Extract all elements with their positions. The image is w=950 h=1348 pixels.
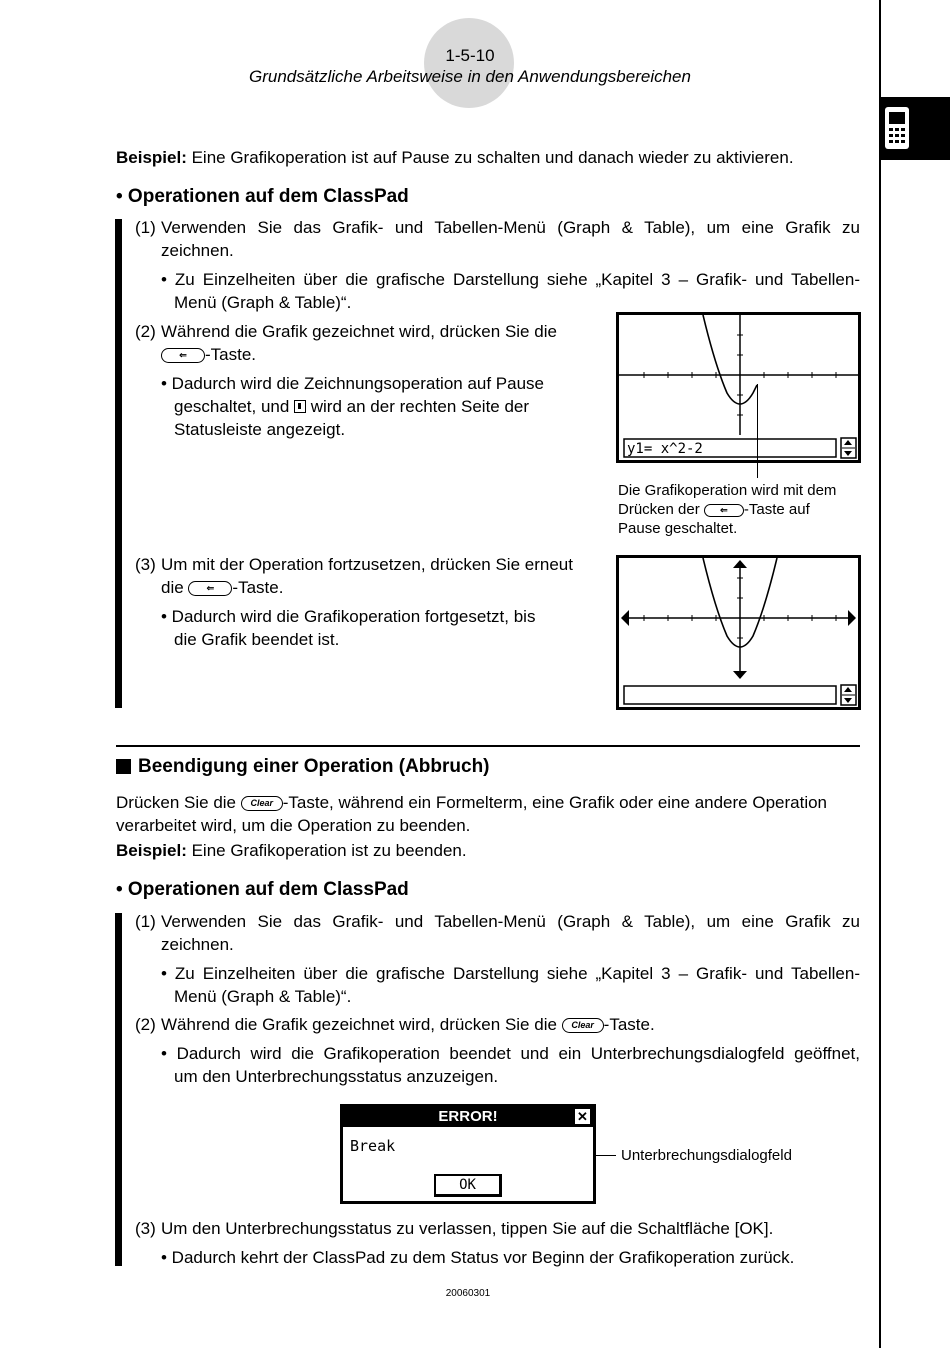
- bullet-text: wird an der rechten Seite der: [306, 397, 530, 416]
- bullet-text: • Dadurch kehrt der ClassPad zu dem Status vor Beginn der Grafikoperation zurück.: [161, 1248, 795, 1267]
- step-text: die: [161, 578, 189, 597]
- step-text: zeichnen.: [161, 241, 234, 260]
- bullet-text: • Dadurch wird die Grafikoperation fortgesetzt, bis: [161, 607, 536, 626]
- graph-plot: [619, 315, 858, 460]
- bullet-text: Menü (Graph & Table)“.: [174, 293, 352, 312]
- bullet-text: • Dadurch wird die Grafikoperation beendet und ein Unterbrechungsdialogfeld geöffnet,: [161, 1044, 860, 1063]
- step-text-line: [161, 576, 283, 599]
- section-heading: Beendigung einer Operation (Abbruch): [138, 756, 490, 777]
- bullet-text: um den Unterbrechungsstatus anzuzeigen.: [174, 1067, 499, 1086]
- clear-key-icon: Clear: [241, 796, 283, 811]
- step-text: Um den Unterbrechungsstatus zu verlassen, tippen Sie auf die Schaltfläche [OK].: [161, 1219, 774, 1238]
- graph-input-field: y1= x^2-2: [627, 441, 703, 457]
- step-text: Während die Grafik gezeichnet wird, drücken Sie die: [161, 322, 557, 341]
- graph-plot: [619, 558, 858, 707]
- calculator-icon: [881, 97, 950, 160]
- close-icon[interactable]: ✕: [575, 1109, 590, 1124]
- step-text: -Taste.: [205, 345, 257, 364]
- bullet-text-line: [174, 395, 529, 418]
- backspace-key-icon: ⇐: [704, 504, 744, 517]
- backspace-key-icon: ⇐: [161, 348, 205, 363]
- step-text-line: [161, 1013, 655, 1036]
- section-heading: • Operationen auf dem ClassPad: [116, 186, 409, 207]
- step-text: -Taste.: [232, 578, 284, 597]
- paragraph-text: verarbeitet wird, um die Operation zu beenden.: [116, 816, 471, 835]
- bullet-text: Statusleiste angezeigt.: [174, 420, 346, 439]
- example-label: Beispiel:: [116, 148, 187, 167]
- example-line: [116, 839, 467, 862]
- chapter-tab: [881, 97, 950, 160]
- step-text: Während die Grafik gezeichnet wird, drücken Sie die: [161, 1015, 562, 1034]
- caption-text: Drücken der: [618, 501, 704, 518]
- dialog-title: ERROR!: [343, 1107, 593, 1127]
- example-text: Eine Grafikoperation ist auf Pause zu schalten und danach wieder zu aktivieren.: [186, 148, 794, 167]
- bullet-text: • Zu Einzelheiten über die grafische Darstellung siehe „Kapitel 3 – Grafik- und Tabellen-: [161, 964, 860, 983]
- callout-line: [596, 1155, 616, 1156]
- section-heading: • Operationen auf dem ClassPad: [116, 879, 409, 900]
- step-number: (1): [135, 218, 156, 237]
- footer-code: 20060301: [445, 1288, 491, 1299]
- clear-key-icon: Clear: [562, 1018, 604, 1033]
- bullet-text: • Dadurch wird die Zeichnungsoperation auf Pause: [161, 374, 545, 393]
- step-text-line: [161, 343, 256, 366]
- page-subtitle: Grundsätzliche Arbeitsweise in den Anwendungsbereichen: [249, 67, 691, 86]
- step-number: (1): [135, 912, 156, 931]
- graph-screenshot-paused: [616, 312, 861, 463]
- intro-example: [116, 146, 856, 169]
- bullet-text: • Zu Einzelheiten über die grafische Darstellung siehe „Kapitel 3 – Grafik- und Tabellen-: [161, 270, 860, 289]
- pause-indicator-icon: [294, 400, 306, 413]
- section-sidebar: [115, 219, 122, 708]
- backspace-key-icon: ⇐: [188, 581, 232, 596]
- step-number: (3): [135, 555, 156, 574]
- bullet-text: Menü (Graph & Table)“.: [174, 987, 352, 1006]
- error-dialog: [340, 1104, 596, 1204]
- example-text: Eine Grafikoperation ist zu beenden.: [186, 841, 467, 860]
- section-divider: [116, 745, 860, 747]
- callout-line: [757, 384, 758, 478]
- step-number: (2): [135, 1015, 156, 1034]
- bullet-text: geschaltet, und: [174, 397, 295, 416]
- square-bullet-icon: [116, 759, 131, 774]
- margin-rule: [879, 0, 881, 1348]
- paragraph-text: -Taste, während ein Formelterm, eine Grafik oder eine andere Operation: [282, 793, 828, 812]
- step-number: (3): [135, 1219, 156, 1238]
- caption-text: -Taste auf: [743, 501, 810, 518]
- example-label: Beispiel:: [116, 841, 187, 860]
- section-sidebar: [115, 913, 122, 1266]
- caption-text-line: [618, 500, 836, 519]
- step-text: Verwenden Sie das Grafik- und Tabellen-Menü (Graph & Table), um eine Grafik zu: [161, 218, 860, 237]
- caption-text: Die Grafikoperation wird mit dem: [618, 482, 837, 499]
- page-number: 1-5-10: [445, 46, 495, 65]
- step-text: -Taste.: [603, 1015, 655, 1034]
- bullet-text: die Grafik beendet ist.: [174, 630, 340, 649]
- paragraph-line: [116, 791, 860, 814]
- step-text: zeichnen.: [161, 935, 234, 954]
- paragraph-text: Drücken Sie die: [116, 793, 241, 812]
- graph-screenshot-complete: [616, 555, 861, 710]
- step-text: Verwenden Sie das Grafik- und Tabellen-Menü (Graph & Table), um eine Grafik zu: [161, 912, 860, 931]
- caption-text: Pause geschaltet.: [618, 520, 738, 537]
- step-text: Um mit der Operation fortzusetzen, drücken Sie erneut: [161, 555, 573, 574]
- step-number: (2): [135, 322, 156, 341]
- dialog-message: Break: [350, 1137, 396, 1155]
- screenshot-caption: [618, 481, 836, 538]
- dialog-caption: Unterbrechungsdialogfeld: [621, 1147, 792, 1164]
- ok-button[interactable]: OK: [434, 1174, 502, 1197]
